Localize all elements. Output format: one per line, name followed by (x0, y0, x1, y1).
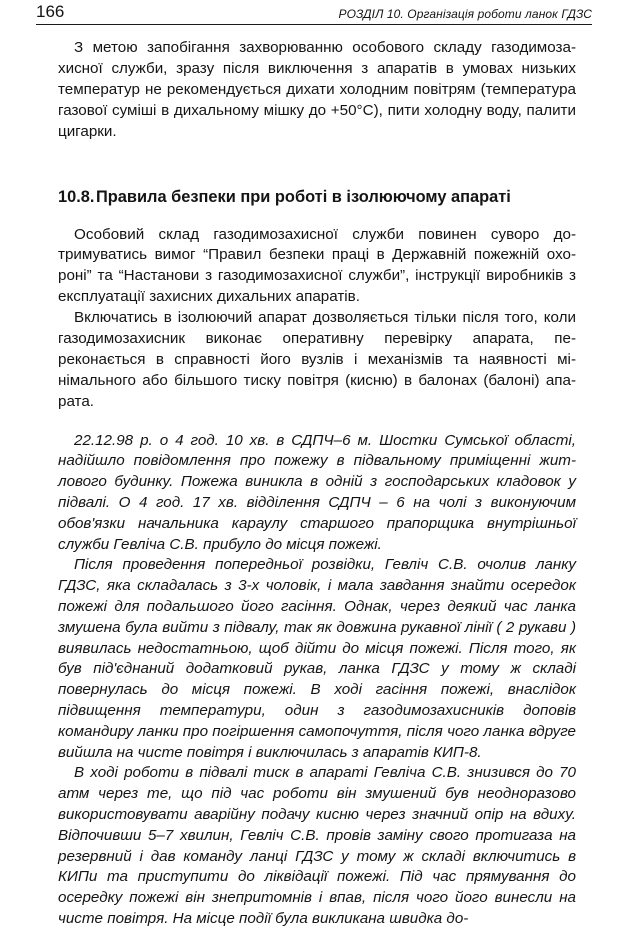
page-body (58, 38, 576, 930)
running-head: РОЗДІЛ 10. Організація роботи ланок ГДЗС (338, 7, 592, 21)
section-heading (58, 187, 576, 208)
section-number: 10.8. (58, 187, 95, 206)
case-paragraph: В ході роботи в підвалі тиск в апараті Гевліча С.В. знизився до 70 атм через те, що під час роботи він змушений був неодноразово використовувати аварійну подачу кисню через значний опір на вдиху. Відпочивши 5–7 хвилин, Гевліч С.В. провів заміну свого протигаза на резервний і дав команду ланці ГДЗС у тому ж складі включитись в КИПи та приступити до ліквідації пожежі. Під час прямування до осередку пожежі він знепритомнів і впав, після чого його винесли на чисте повітря. На місце події була викликана швидка до- (58, 764, 576, 928)
page-number: 166 (36, 2, 65, 21)
intro-paragraph: З метою запобігання захворюванню особового складу газодимозахисної служби, зразу після виключення з апаратів в умовах низьких температур не рекомендується дихати холодним повітрям (температура газової суміші в дихальному мішку до +50°С), пити холодну воду, палити цигарки. (58, 39, 576, 140)
case-study (58, 431, 576, 930)
case-paragraph: 22.12.98 р. о 4 год. 10 хв. в СДПЧ–6 м. Шостки Сумської області, надійшло повідомлення про пожежу в підвальному приміщенні житлового будинку. Пожежа виникла в одній з господарських кладовок у підвалі. О 4 год. 17 хв. відділення СДПЧ – 6 на чолі з виконуючим обов'язки начальника караулу старшого прапорщика внутрішньої служби Гевліча С.В. прибуло до місця пожежі. (58, 431, 576, 553)
section-title: Правила безпеки при роботі в ізолюючому апараті (96, 187, 511, 206)
section-paragraph: Особовий склад газодимозахисної служби повинен суворо дотримуватись вимог “Правил безпеки праці в Державній пожежній охороні” та “Настанови з газодимозахисної служби”, інструкції виробників з експлуатації захисних дихальних апаратів. (58, 225, 576, 306)
case-paragraph: Після проведення попередньої розвідки, Гевліч С.В. очолив ланку ГДЗС, яка складалась з 3-х чоловік, і мала завдання знайти осередок пожежі для подальшого його гасіння. Однак, через деякий час ланка змушена була вийти з підвалу, так як довжина рукавної лінії ( 2 рукави ) виявилась недостатньою, щоб дійти до місця пожежі. Після того, як був під'єднаний додатковий рукав, ланка ГДЗС у тому ж складі повернулась до місця пожежі. В ході гасіння пожежі, внаслідок підвищення температури, один з газодимозахисників доповів командиру ланки про погіршення самопочуття, після чого ланка вдруге вийшла на чисте повітря і виключилась з апаратів КИП-8. (58, 556, 576, 761)
section-paragraph: Включатись в ізолюючий апарат дозволяється тільки після того, коли газодимозахисник виконає оперативну перевірку апарата, переконається в справності його вузлів і механізмів та наявності мінімального або більшого тиску повітря (кисню) в балонах (балоні) апарата. (58, 309, 576, 410)
page-header (36, 2, 592, 25)
